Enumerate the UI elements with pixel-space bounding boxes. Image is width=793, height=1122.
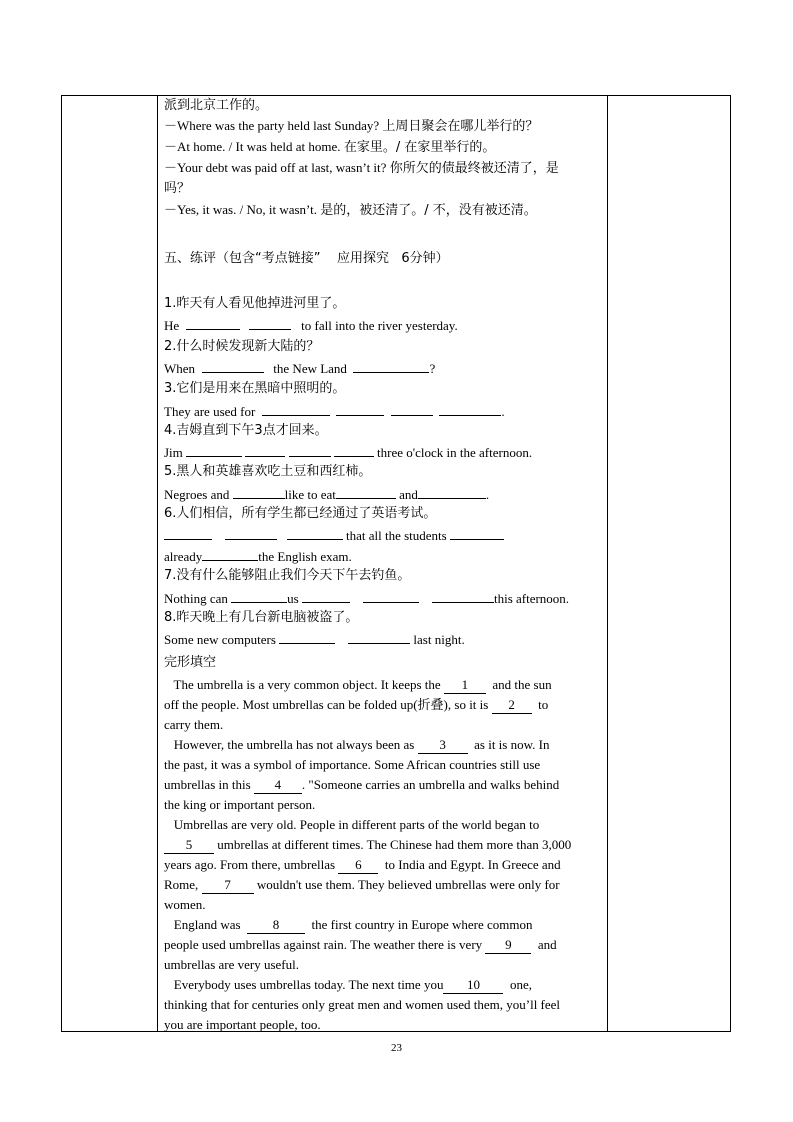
exercise-prompt: 8.昨天晚上有几台新电脑被盗了。 <box>164 610 359 625</box>
cloze-line: women. <box>164 897 206 912</box>
cloze-title: 完形填空 <box>164 655 217 670</box>
exercise-answer-line: Negroes and like to eat and . <box>164 484 601 504</box>
cloze-line: 5 umbrellas at different times. The Chinese had them more than 3,000 <box>164 835 601 855</box>
exercise-prompt: 2.什么时候发现新大陆的？ <box>164 339 320 354</box>
cloze-line: Umbrellas are very old. People in different parts of the world began to <box>173 817 540 832</box>
cloze-line: umbrellas are very useful. <box>164 957 300 972</box>
exercise-prompt: 4.吉姆直到下午3点才回来。 <box>164 423 328 438</box>
dialog-line: －Your debt was paid off at last, wasn’t it? 你所欠的债最终被还清了，是 <box>164 160 559 176</box>
exercise-answer-line: already the English exam. <box>164 546 601 566</box>
cloze-line: carry them. <box>164 717 224 732</box>
cloze-line: England was 8 the first country in Europe where common <box>173 917 533 932</box>
exercise-answer-line: They are used for . <box>164 401 601 421</box>
exercise-answer-line: He to fall into the river yesterday. <box>164 315 601 335</box>
column-divider-2 <box>607 96 608 1031</box>
cloze-blank: 8 <box>247 917 305 934</box>
cloze-line: However, the umbrella has not always been as 3 as it is now. In <box>173 737 550 752</box>
dialog-line: 吗？ <box>164 181 191 196</box>
cloze-line: years ago. From there, umbrellas 6 to India and Egypt. In Greece and <box>164 857 561 872</box>
cloze-line: thinking that for centuries only great men and women used them, you’ll feel <box>164 997 561 1012</box>
exercise-prompt: 3.它们是用来在黑暗中照明的。 <box>164 381 346 396</box>
dialog-line: －At home. / It was held at home. 在家里。/ 在家里举行的。 <box>164 139 496 155</box>
cloze-blank: 2 <box>492 697 532 714</box>
exercise-answer-line: Nothing can us this afternoon. <box>164 588 601 608</box>
cloze-blank: 1 <box>444 677 486 694</box>
cloze-line: the past, it was a symbol of importance. Some African countries still use <box>164 757 541 772</box>
cloze-line: off the people. Most umbrellas can be folded up(折叠), so it is 2 to <box>164 697 549 712</box>
cloze-blank: 5 <box>164 837 214 854</box>
section-heading: 五、练评（包含“考点链接” 应用探究 6分钟） <box>164 251 449 266</box>
cloze-blank: 9 <box>485 937 531 954</box>
exercise-prompt: 1.昨天有人看见他掉进河里了。 <box>164 296 346 311</box>
dialog-line: －Yes, it was. / No, it wasn’t. 是的，被还清了。/ 不，没有被还清。 <box>164 202 537 218</box>
cloze-line: umbrellas in this 4 . "Someone carries an umbrella and walks behind <box>164 777 560 792</box>
cloze-line: Rome, 7 wouldn't use them. They believed umbrellas were only for <box>164 877 560 892</box>
cloze-blank: 6 <box>338 857 378 874</box>
cloze-line: people used umbrellas against rain. The weather there is very 9 and <box>164 937 557 952</box>
exercise-answer-line: Jim three o'clock in the afternoon. <box>164 442 601 462</box>
exercise-answer-line: When the New Land ? <box>164 358 601 378</box>
cloze-line: The umbrella is a very common object. It keeps the 1 and the sun <box>173 677 552 692</box>
text-line: 派到北京工作的。 <box>164 98 269 113</box>
exercise-answer-line: Some new computers last night. <box>164 629 601 649</box>
exercise-prompt: 7.没有什么能够阻止我们今天下午去钓鱼。 <box>164 568 411 583</box>
cloze-blank: 7 <box>202 877 254 894</box>
cloze-line: the king or important person. <box>164 797 316 812</box>
cloze-line: Everybody uses umbrellas today. The next time you 10 one, <box>173 977 532 992</box>
column-divider-1 <box>157 96 158 1031</box>
cloze-line: you are important people, too. <box>164 1017 321 1032</box>
dialog-line: －Where was the party held last Sunday? 上周日聚会在哪儿举行的？ <box>164 118 539 134</box>
page-number: 23 <box>391 1042 402 1054</box>
cloze-blank: 10 <box>443 977 503 994</box>
exercise-answer-line: that all the students <box>164 525 601 545</box>
exercise-prompt: 6.人们相信，所有学生都已经通过了英语考试。 <box>164 506 437 521</box>
exercise-prompt: 5.黑人和英雄喜欢吃土豆和西红柿。 <box>164 464 372 479</box>
cloze-blank: 3 <box>418 737 468 754</box>
cloze-blank: 4 <box>254 777 302 794</box>
